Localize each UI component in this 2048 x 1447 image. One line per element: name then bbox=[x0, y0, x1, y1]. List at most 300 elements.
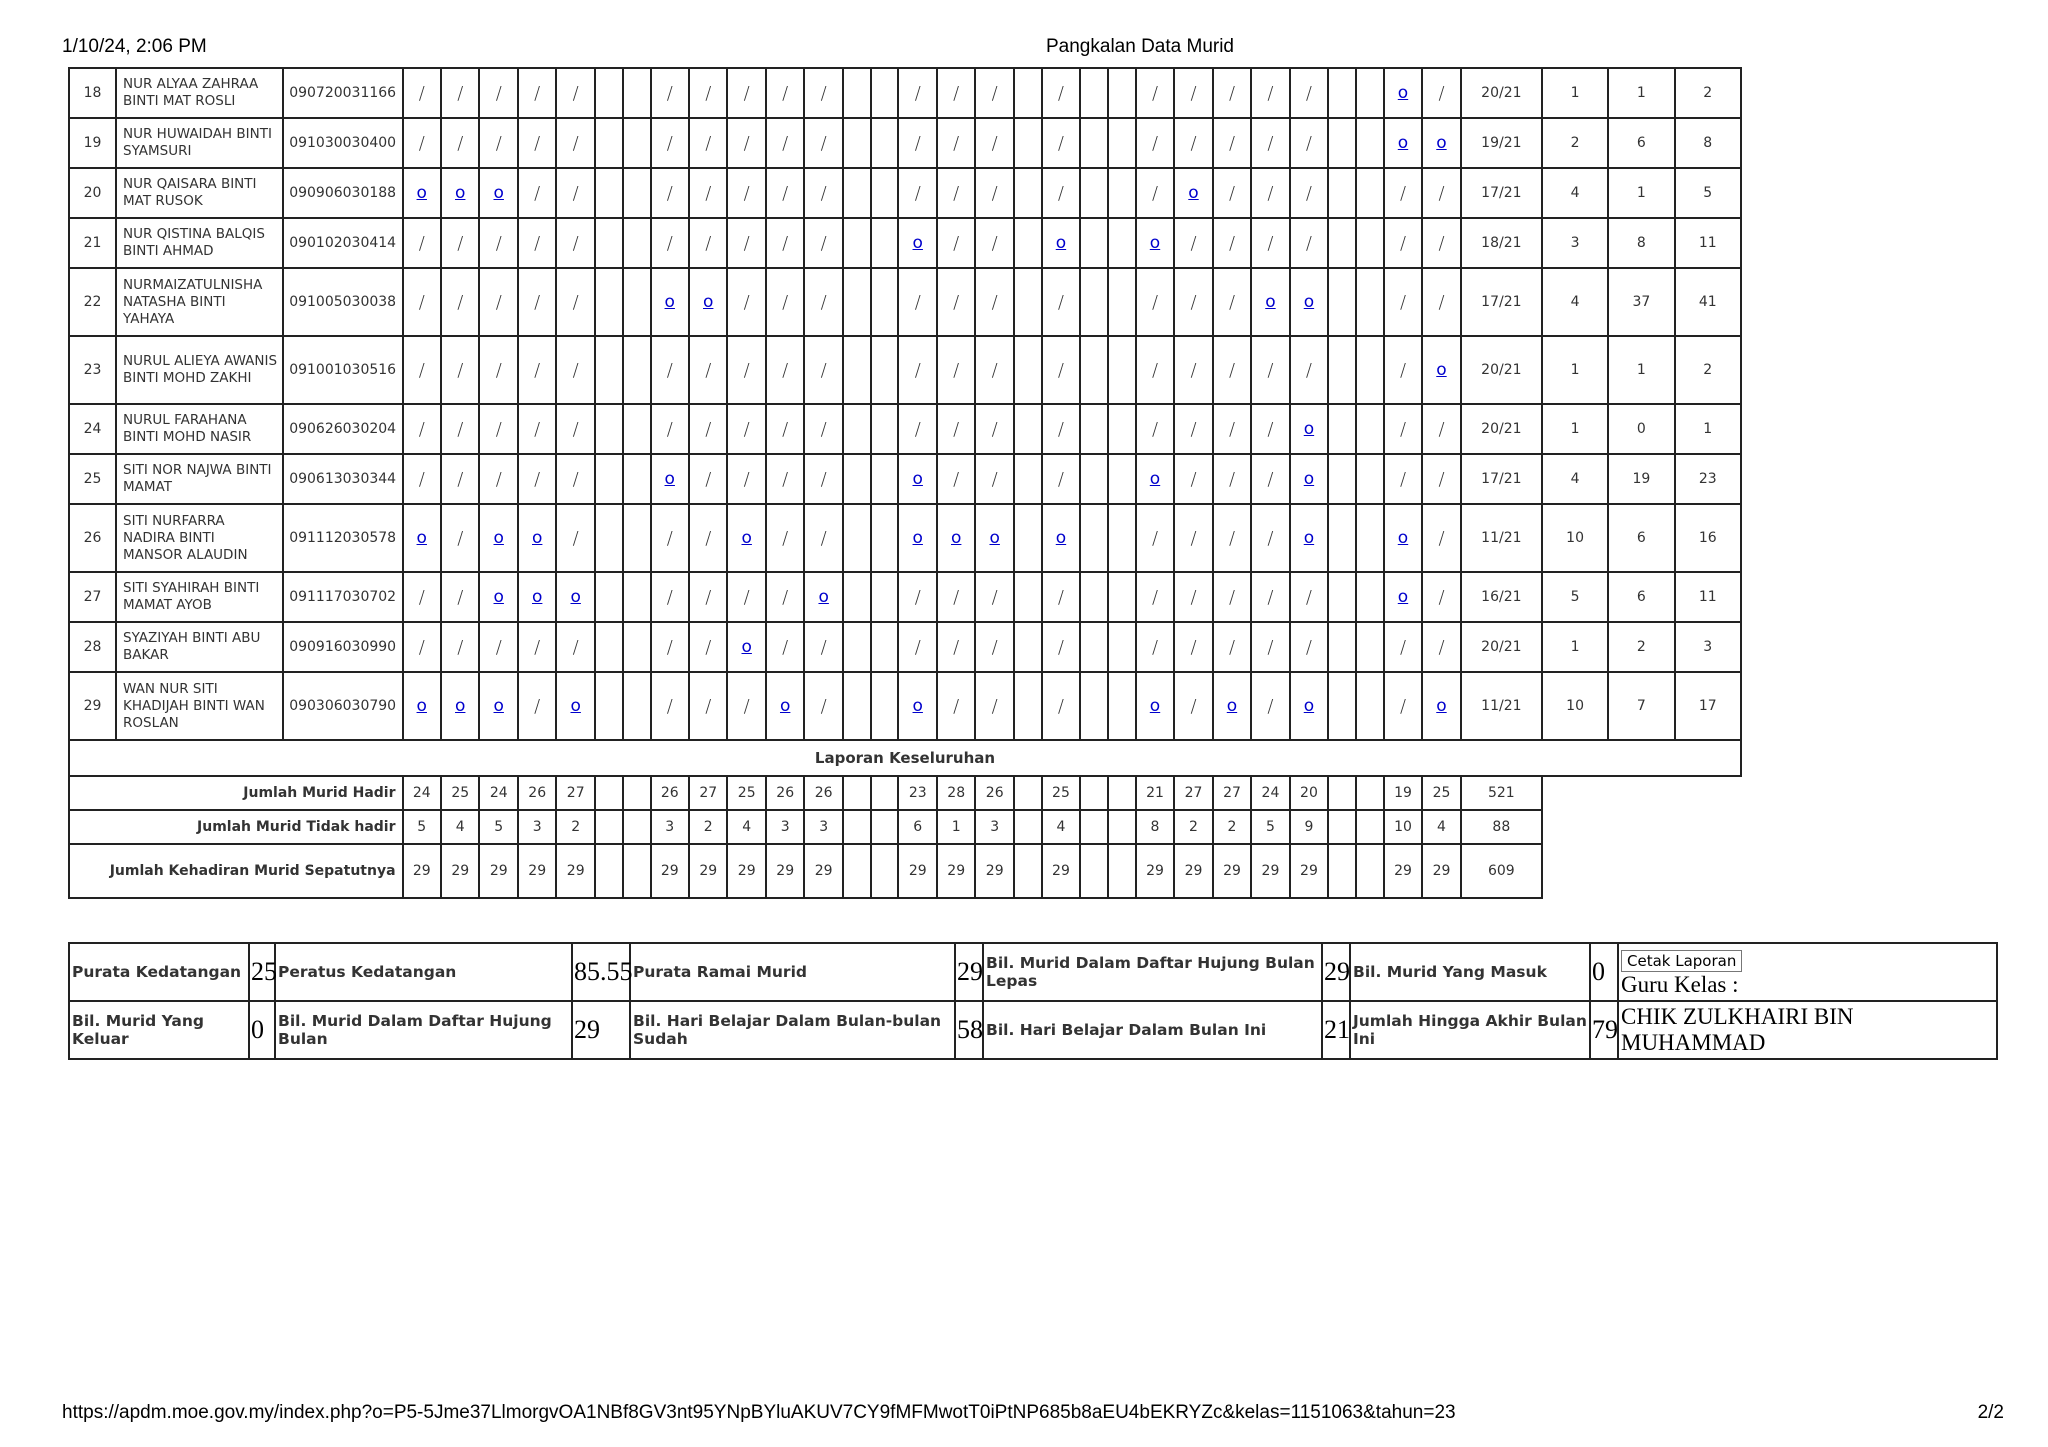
present-slash: / bbox=[1151, 527, 1159, 549]
present-mark bbox=[1384, 622, 1422, 672]
present-mark bbox=[1384, 672, 1422, 740]
absent-link[interactable]: o bbox=[1149, 696, 1161, 716]
absent-link[interactable]: o bbox=[570, 696, 581, 716]
present-mark bbox=[1384, 404, 1422, 454]
present-mark bbox=[1042, 454, 1080, 504]
present-mark bbox=[1384, 336, 1422, 404]
present-slash: / bbox=[705, 418, 712, 440]
present-mark bbox=[1136, 504, 1174, 572]
overall-day-value bbox=[871, 776, 899, 810]
present-mark bbox=[1422, 218, 1460, 268]
present-mark bbox=[441, 336, 479, 404]
empty-day-cell bbox=[1080, 218, 1108, 268]
summary-table bbox=[68, 942, 1998, 1060]
present-slash: / bbox=[534, 232, 541, 254]
empty-day-cell bbox=[1080, 622, 1108, 672]
purata-ramai-value: 29 bbox=[955, 943, 983, 1001]
present-slash: / bbox=[534, 636, 541, 658]
absent-link[interactable]: o bbox=[912, 469, 923, 489]
absent-link[interactable]: o bbox=[1303, 696, 1315, 716]
present-mark bbox=[898, 622, 936, 672]
present-slash: / bbox=[534, 468, 541, 490]
present-slash: / bbox=[1057, 132, 1064, 154]
absent-mark bbox=[1422, 118, 1460, 168]
late-count: 37 bbox=[1608, 268, 1674, 336]
keluar-label: Bil. Murid Yang Keluar bbox=[69, 1001, 249, 1059]
student-name: SYAZIYAH BINTI ABU BAKAR bbox=[116, 622, 283, 672]
overall-day-value: 5 bbox=[1251, 810, 1289, 844]
empty-day-cell bbox=[1014, 218, 1042, 268]
empty-day-cell bbox=[1328, 218, 1356, 268]
overall-day-value: 8 bbox=[1136, 810, 1174, 844]
absent-link[interactable]: o bbox=[570, 587, 581, 607]
present-slash: / bbox=[743, 468, 750, 490]
empty-day-cell bbox=[843, 622, 871, 672]
empty-day-cell bbox=[623, 404, 651, 454]
absent-link[interactable]: o bbox=[779, 696, 791, 716]
present-slash: / bbox=[991, 132, 998, 154]
absent-link[interactable]: o bbox=[703, 292, 714, 312]
overall-day-value: 27 bbox=[1174, 776, 1212, 810]
absent-link[interactable]: o bbox=[493, 183, 504, 203]
present-slash: / bbox=[534, 695, 541, 717]
present-slash: / bbox=[953, 232, 960, 254]
present-mark bbox=[1174, 218, 1212, 268]
present-slash: / bbox=[991, 468, 998, 490]
present-mark bbox=[1251, 168, 1289, 218]
present-mark bbox=[727, 672, 765, 740]
overall-day-value bbox=[1328, 810, 1356, 844]
absent-count: 1 bbox=[1542, 68, 1608, 118]
overall-day-value: 24 bbox=[479, 776, 517, 810]
present-slash: / bbox=[1438, 82, 1445, 104]
student-ic: 090626030204 bbox=[283, 404, 403, 454]
overall-day-value: 21 bbox=[1136, 776, 1174, 810]
student-row bbox=[69, 68, 1741, 118]
student-number: 27 bbox=[69, 572, 116, 622]
absent-link[interactable]: o bbox=[1055, 233, 1067, 253]
present-slash: / bbox=[705, 232, 712, 254]
overall-day-value: 29 bbox=[766, 844, 804, 898]
empty-day-cell bbox=[623, 168, 651, 218]
empty-day-cell bbox=[1080, 168, 1108, 218]
absent-mark bbox=[479, 168, 517, 218]
empty-day-cell bbox=[1356, 504, 1384, 572]
absent-link[interactable]: o bbox=[664, 292, 675, 312]
absent-link[interactable]: o bbox=[1055, 528, 1067, 548]
overall-day-value: 4 bbox=[1042, 810, 1080, 844]
guru-kelas-label: Guru Kelas : bbox=[1621, 972, 1739, 997]
absent-mark bbox=[651, 268, 689, 336]
page-number: 2/2 bbox=[1977, 1402, 2004, 1423]
absent-link[interactable]: o bbox=[741, 528, 752, 548]
empty-day-cell bbox=[1328, 404, 1356, 454]
present-mark bbox=[1384, 168, 1422, 218]
late-count: 1 bbox=[1608, 68, 1674, 118]
overall-day-value bbox=[1108, 844, 1136, 898]
absent-link[interactable]: o bbox=[532, 587, 543, 607]
absent-link[interactable]: o bbox=[1397, 133, 1409, 153]
empty-day-cell bbox=[623, 268, 651, 336]
absent-mark bbox=[403, 504, 441, 572]
present-mark bbox=[975, 336, 1013, 404]
overall-day-value: 3 bbox=[766, 810, 804, 844]
student-number: 26 bbox=[69, 504, 116, 572]
overall-title-row bbox=[69, 740, 1741, 776]
empty-day-cell bbox=[1014, 68, 1042, 118]
overall-day-value: 28 bbox=[937, 776, 975, 810]
overall-day-value: 3 bbox=[804, 810, 842, 844]
present-mark bbox=[937, 672, 975, 740]
present-mark bbox=[804, 68, 842, 118]
present-slash: / bbox=[1228, 82, 1236, 104]
print-datetime: 1/10/24, 2:06 PM bbox=[62, 36, 207, 57]
present-mark bbox=[556, 336, 594, 404]
absent-link[interactable]: o bbox=[1303, 292, 1315, 312]
absent-link[interactable]: o bbox=[493, 696, 504, 716]
present-mark bbox=[1136, 622, 1174, 672]
present-slash: / bbox=[820, 291, 827, 313]
present-slash: / bbox=[572, 468, 579, 490]
present-mark bbox=[727, 336, 765, 404]
absent-mark bbox=[403, 168, 441, 218]
overall-day-value: 25 bbox=[727, 776, 765, 810]
present-slash: / bbox=[705, 359, 712, 381]
absent-mark bbox=[898, 504, 936, 572]
present-slash: / bbox=[666, 182, 673, 204]
empty-day-cell bbox=[1080, 672, 1108, 740]
student-ic: 091005030038 bbox=[283, 268, 403, 336]
present-mark bbox=[651, 672, 689, 740]
absent-link[interactable]: o bbox=[455, 183, 466, 203]
present-slash: / bbox=[666, 232, 673, 254]
overall-day-value: 4 bbox=[1422, 810, 1460, 844]
guru-kelas-name: CHIK ZULKHAIRI BIN MUHAMMAD bbox=[1618, 1001, 1997, 1059]
present-mark bbox=[975, 622, 1013, 672]
student-row bbox=[69, 218, 1741, 268]
present-mark bbox=[898, 68, 936, 118]
present-mark bbox=[441, 268, 479, 336]
present-mark bbox=[766, 404, 804, 454]
present-mark bbox=[1422, 68, 1460, 118]
present-mark bbox=[1290, 622, 1328, 672]
present-ratio: 11/21 bbox=[1461, 504, 1542, 572]
present-slash: / bbox=[457, 527, 464, 549]
present-slash: / bbox=[1057, 636, 1064, 658]
present-slash: / bbox=[1151, 586, 1159, 608]
present-slash: / bbox=[991, 182, 998, 204]
present-mark bbox=[441, 454, 479, 504]
student-ic: 090906030188 bbox=[283, 168, 403, 218]
absent-mark bbox=[1136, 454, 1174, 504]
absent-link[interactable]: o bbox=[1265, 292, 1276, 312]
absent-link[interactable]: o bbox=[912, 528, 923, 548]
empty-day-cell bbox=[1356, 622, 1384, 672]
present-slash: / bbox=[743, 82, 750, 104]
present-mark bbox=[403, 68, 441, 118]
overall-day-value bbox=[1014, 810, 1042, 844]
present-slash: / bbox=[572, 359, 579, 381]
absent-link[interactable]: o bbox=[1397, 83, 1409, 103]
absent-link[interactable]: o bbox=[1303, 528, 1315, 548]
absent-link[interactable]: o bbox=[493, 587, 504, 607]
empty-day-cell bbox=[871, 622, 899, 672]
empty-day-cell bbox=[1108, 336, 1136, 404]
present-slash: / bbox=[495, 82, 502, 104]
student-ic: 091112030578 bbox=[283, 504, 403, 572]
student-number: 25 bbox=[69, 454, 116, 504]
present-slash: / bbox=[495, 291, 502, 313]
present-slash: / bbox=[1438, 636, 1445, 658]
present-slash: / bbox=[743, 418, 750, 440]
absent-link[interactable]: o bbox=[532, 528, 543, 548]
absent-mark bbox=[441, 168, 479, 218]
empty-day-cell bbox=[623, 336, 651, 404]
present-slash: / bbox=[991, 359, 998, 381]
present-slash: / bbox=[743, 695, 750, 717]
present-mark bbox=[1174, 404, 1212, 454]
absent-link[interactable]: o bbox=[455, 696, 466, 716]
present-mark bbox=[1174, 118, 1212, 168]
present-mark bbox=[1042, 268, 1080, 336]
present-slash: / bbox=[1399, 182, 1407, 204]
total-count: 41 bbox=[1675, 268, 1741, 336]
overall-row bbox=[69, 776, 1741, 810]
empty-day-cell bbox=[595, 454, 623, 504]
absent-count: 2 bbox=[1542, 118, 1608, 168]
absent-link[interactable]: o bbox=[416, 696, 427, 716]
present-mark bbox=[1251, 336, 1289, 404]
present-slash: / bbox=[495, 636, 502, 658]
present-mark bbox=[1174, 336, 1212, 404]
present-slash: / bbox=[782, 636, 789, 658]
absent-mark bbox=[556, 672, 594, 740]
present-mark bbox=[804, 672, 842, 740]
overall-day-value: 29 bbox=[898, 844, 936, 898]
absent-link[interactable]: o bbox=[416, 528, 427, 548]
present-mark bbox=[689, 168, 727, 218]
overall-day-value: 27 bbox=[1213, 776, 1251, 810]
present-slash: / bbox=[1228, 182, 1236, 204]
present-slash: / bbox=[418, 468, 425, 490]
empty-day-cell bbox=[1014, 504, 1042, 572]
total-count: 1 bbox=[1675, 404, 1741, 454]
empty-day-cell bbox=[1014, 404, 1042, 454]
present-slash: / bbox=[418, 232, 425, 254]
present-slash: / bbox=[418, 586, 425, 608]
empty-day-cell bbox=[1328, 336, 1356, 404]
overall-day-value: 29 bbox=[689, 844, 727, 898]
present-slash: / bbox=[820, 182, 827, 204]
absent-link[interactable]: o bbox=[664, 469, 675, 489]
present-mark bbox=[689, 572, 727, 622]
absent-mark bbox=[1290, 454, 1328, 504]
present-mark bbox=[1213, 68, 1251, 118]
present-slash: / bbox=[1438, 527, 1445, 549]
present-slash: / bbox=[1228, 527, 1236, 549]
absent-link[interactable]: o bbox=[741, 637, 752, 657]
overall-day-value bbox=[1014, 776, 1042, 810]
empty-day-cell bbox=[1356, 572, 1384, 622]
present-slash: / bbox=[666, 359, 673, 381]
absent-mark bbox=[1136, 218, 1174, 268]
absent-mark bbox=[766, 672, 804, 740]
empty-day-cell bbox=[1014, 336, 1042, 404]
empty-day-cell bbox=[1014, 118, 1042, 168]
present-mark bbox=[1213, 622, 1251, 672]
present-slash: / bbox=[991, 82, 998, 104]
present-mark bbox=[766, 168, 804, 218]
absent-count: 1 bbox=[1542, 622, 1608, 672]
present-mark bbox=[766, 572, 804, 622]
present-mark bbox=[1251, 404, 1289, 454]
absent-link[interactable]: o bbox=[493, 528, 504, 548]
student-name: NURUL ALIEYA AWANIS BINTI MOHD ZAKHI bbox=[116, 336, 283, 404]
present-mark bbox=[1422, 572, 1460, 622]
absent-link[interactable]: o bbox=[989, 528, 1000, 548]
present-mark bbox=[556, 622, 594, 672]
present-slash: / bbox=[705, 82, 712, 104]
overall-day-value: 5 bbox=[479, 810, 517, 844]
purata-ramai-label: Purata Ramai Murid bbox=[630, 943, 955, 1001]
present-ratio: 20/21 bbox=[1461, 622, 1542, 672]
overall-day-value: 29 bbox=[975, 844, 1013, 898]
empty-day-cell bbox=[871, 572, 899, 622]
present-slash: / bbox=[1305, 232, 1312, 254]
student-number: 22 bbox=[69, 268, 116, 336]
present-slash: / bbox=[705, 586, 712, 608]
present-slash: / bbox=[820, 232, 827, 254]
absent-link[interactable]: o bbox=[1436, 360, 1447, 380]
present-mark bbox=[975, 218, 1013, 268]
empty-day-cell bbox=[843, 168, 871, 218]
present-mark bbox=[937, 572, 975, 622]
late-count: 2 bbox=[1608, 622, 1674, 672]
absent-link[interactable]: o bbox=[1397, 587, 1409, 607]
late-count: 1 bbox=[1608, 168, 1674, 218]
absent-link[interactable]: o bbox=[1188, 183, 1199, 203]
present-slash: / bbox=[914, 636, 921, 658]
present-mark bbox=[1290, 118, 1328, 168]
present-slash: / bbox=[743, 132, 750, 154]
empty-day-cell bbox=[1328, 68, 1356, 118]
empty-day-cell bbox=[595, 672, 623, 740]
present-mark bbox=[1422, 268, 1460, 336]
present-mark bbox=[403, 336, 441, 404]
present-slash: / bbox=[820, 695, 827, 717]
present-slash: / bbox=[418, 636, 425, 658]
empty-day-cell bbox=[1328, 622, 1356, 672]
present-slash: / bbox=[914, 359, 921, 381]
overall-day-value bbox=[1356, 776, 1384, 810]
overall-day-value: 2 bbox=[1213, 810, 1251, 844]
overall-day-value: 2 bbox=[556, 810, 594, 844]
present-mark bbox=[1290, 218, 1328, 268]
empty-day-cell bbox=[1080, 118, 1108, 168]
present-slash: / bbox=[572, 418, 579, 440]
overall-day-value: 29 bbox=[1251, 844, 1289, 898]
empty-day-cell bbox=[871, 268, 899, 336]
present-mark bbox=[727, 268, 765, 336]
absent-link[interactable]: o bbox=[1149, 469, 1161, 489]
overall-title: Laporan Keseluruhan bbox=[69, 740, 1741, 776]
present-slash: / bbox=[534, 291, 541, 313]
absent-link[interactable]: o bbox=[416, 183, 427, 203]
present-mark bbox=[804, 268, 842, 336]
absent-link[interactable]: o bbox=[912, 696, 923, 716]
student-ic: 090613030344 bbox=[283, 454, 403, 504]
absent-link[interactable]: o bbox=[1436, 696, 1447, 716]
empty-day-cell bbox=[1356, 672, 1384, 740]
student-row bbox=[69, 622, 1741, 672]
total-count: 16 bbox=[1675, 504, 1741, 572]
present-slash: / bbox=[1228, 586, 1236, 608]
absent-link[interactable]: o bbox=[1226, 696, 1238, 716]
student-ic: 090306030790 bbox=[283, 672, 403, 740]
empty-day-cell bbox=[1080, 572, 1108, 622]
present-slash: / bbox=[1267, 468, 1274, 490]
absent-count: 1 bbox=[1542, 336, 1608, 404]
student-row bbox=[69, 168, 1741, 218]
present-mark bbox=[766, 504, 804, 572]
student-name: NUR ALYAA ZAHRAA BINTI MAT ROSLI bbox=[116, 68, 283, 118]
present-slash: / bbox=[1057, 291, 1064, 313]
present-slash: / bbox=[820, 527, 827, 549]
present-mark bbox=[1213, 454, 1251, 504]
absent-mark bbox=[1384, 572, 1422, 622]
absent-link[interactable]: o bbox=[1149, 233, 1161, 253]
present-slash: / bbox=[1057, 182, 1064, 204]
empty-day-cell bbox=[623, 572, 651, 622]
present-slash: / bbox=[782, 132, 789, 154]
overall-day-value: 27 bbox=[689, 776, 727, 810]
overall-day-value: 29 bbox=[1042, 844, 1080, 898]
present-mark bbox=[1042, 336, 1080, 404]
present-mark bbox=[766, 622, 804, 672]
present-mark bbox=[1422, 404, 1460, 454]
present-mark bbox=[651, 572, 689, 622]
empty-day-cell bbox=[843, 118, 871, 168]
present-mark bbox=[403, 268, 441, 336]
absent-link[interactable]: o bbox=[1303, 469, 1315, 489]
absent-link[interactable]: o bbox=[1397, 528, 1409, 548]
empty-day-cell bbox=[843, 218, 871, 268]
absent-link[interactable]: o bbox=[818, 587, 829, 607]
overall-day-value bbox=[623, 776, 651, 810]
present-slash: / bbox=[1190, 132, 1197, 154]
present-mark bbox=[1174, 572, 1212, 622]
present-slash: / bbox=[1399, 291, 1407, 313]
absent-link[interactable]: o bbox=[951, 528, 962, 548]
cetak-laporan-button[interactable]: Cetak Laporan bbox=[1621, 950, 1742, 972]
present-ratio: 20/21 bbox=[1461, 404, 1542, 454]
absent-count: 4 bbox=[1542, 454, 1608, 504]
present-slash: / bbox=[1151, 418, 1159, 440]
absent-link[interactable]: o bbox=[1436, 133, 1447, 153]
empty-day-cell bbox=[1080, 268, 1108, 336]
present-mark bbox=[689, 454, 727, 504]
present-slash: / bbox=[1151, 359, 1159, 381]
empty-day-cell bbox=[1328, 268, 1356, 336]
present-slash: / bbox=[914, 291, 921, 313]
guru-cell bbox=[1618, 943, 1997, 1001]
empty-day-cell bbox=[1014, 672, 1042, 740]
present-mark bbox=[479, 118, 517, 168]
present-slash: / bbox=[1267, 232, 1274, 254]
absent-link[interactable]: o bbox=[912, 233, 923, 253]
present-slash: / bbox=[1438, 232, 1445, 254]
absent-link[interactable]: o bbox=[1303, 419, 1315, 439]
